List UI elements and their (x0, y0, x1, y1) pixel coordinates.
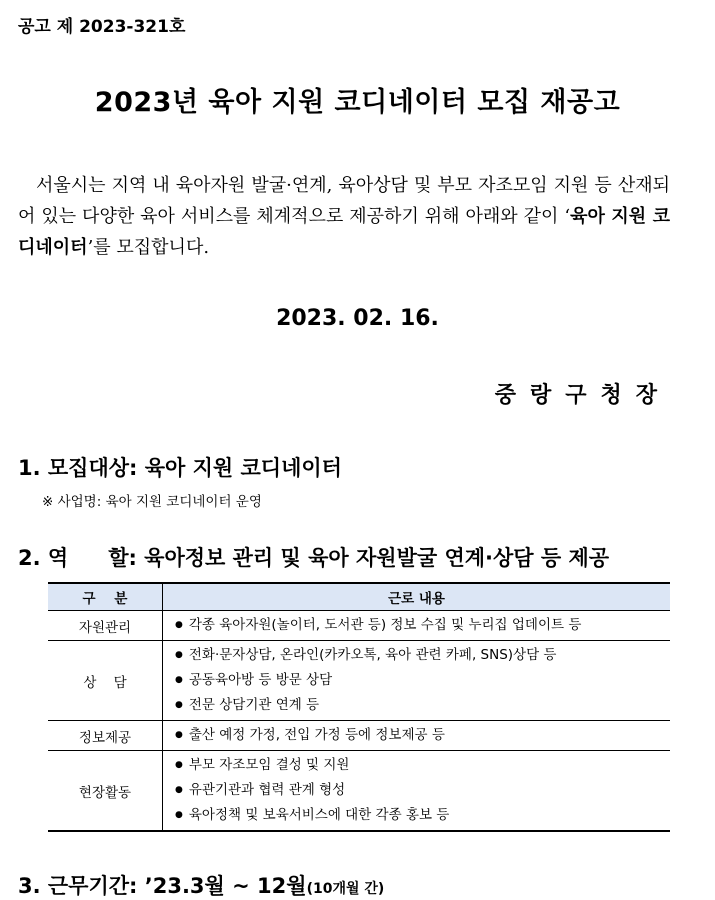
intro-highlight: 육아 지원 코디네이터 (18, 206, 670, 258)
table-row (48, 751, 670, 832)
row-item: ● 유관기관과 협력 관계 형성 (175, 778, 670, 803)
header-content: 근로 내용 (163, 583, 671, 611)
section-3-title (18, 870, 384, 900)
table-row (48, 721, 670, 751)
section-2-title (18, 542, 609, 572)
intro-paragraph (18, 170, 670, 263)
row-category: 정보제공 (48, 721, 163, 751)
row-item: ● 전화·문자상담, 온라인(카카오톡, 육아 관련 카페, SNS)상담 등 (175, 643, 670, 668)
duties-table (48, 582, 670, 832)
table-header-row (48, 583, 670, 611)
issuer: 중랑구청장 (494, 383, 671, 408)
notice-number: 공고 제 2023-321호 (18, 17, 186, 37)
row-content (163, 641, 671, 721)
table-row (48, 611, 670, 641)
row-category: 자원관리 (48, 611, 163, 641)
section-3-title-small: (10개월 간) (306, 881, 385, 897)
row-item: ● 출산 예정 가정, 전입 가정 등에 정보제공 등 (175, 723, 670, 748)
row-item: ● 전문 상담기관 연계 등 (175, 693, 670, 718)
section-3-title-main: 3. 근무기간: ’23.3월 ~ 12월 (18, 874, 307, 898)
section-1-title: 1. 모집대상: 육아 지원 코디네이터 (18, 456, 342, 480)
row-item: ● 부모 자조모임 결성 및 지원 (175, 753, 670, 778)
intro-text-before: 서울시는 지역 내 육아자원 발굴·연계, 육아상담 및 부모 자조모임 지원 등 산재되어 있는 다양한 육아 서비스를 체계적으로 제공하기 위해 아래와 같이 ‘ (18, 175, 670, 227)
section-1-note: ※ 사업명: 육아 지원 코디네이터 운영 (42, 494, 262, 510)
announcement-date: 2023. 02. 16. (276, 306, 439, 331)
row-item: ● 육아정책 및 보육서비스에 대한 각종 홍보 등 (175, 803, 670, 828)
intro-text-after: ’를 모집합니다. (87, 237, 210, 258)
table-row (48, 641, 670, 721)
row-content (163, 721, 671, 751)
page-title: 2023년 육아 지원 코디네이터 모집 재공고 (94, 87, 621, 118)
row-content (163, 611, 671, 641)
section-2-title-rest: 할: 육아정보 관리 및 육아 자원발굴 연계·상담 등 제공 (108, 546, 610, 570)
row-content (163, 751, 671, 832)
header-category: 구 분 (48, 583, 163, 611)
section-2-title-number: 2. 역 (18, 546, 69, 570)
row-category: 상 담 (48, 641, 163, 721)
row-item: ● 공동육아방 등 방문 상담 (175, 668, 670, 693)
row-category: 현장활동 (48, 751, 163, 832)
row-item: ● 각종 육아자원(놀이터, 도서관 등) 정보 수집 및 누리집 업데이트 등 (175, 613, 670, 638)
